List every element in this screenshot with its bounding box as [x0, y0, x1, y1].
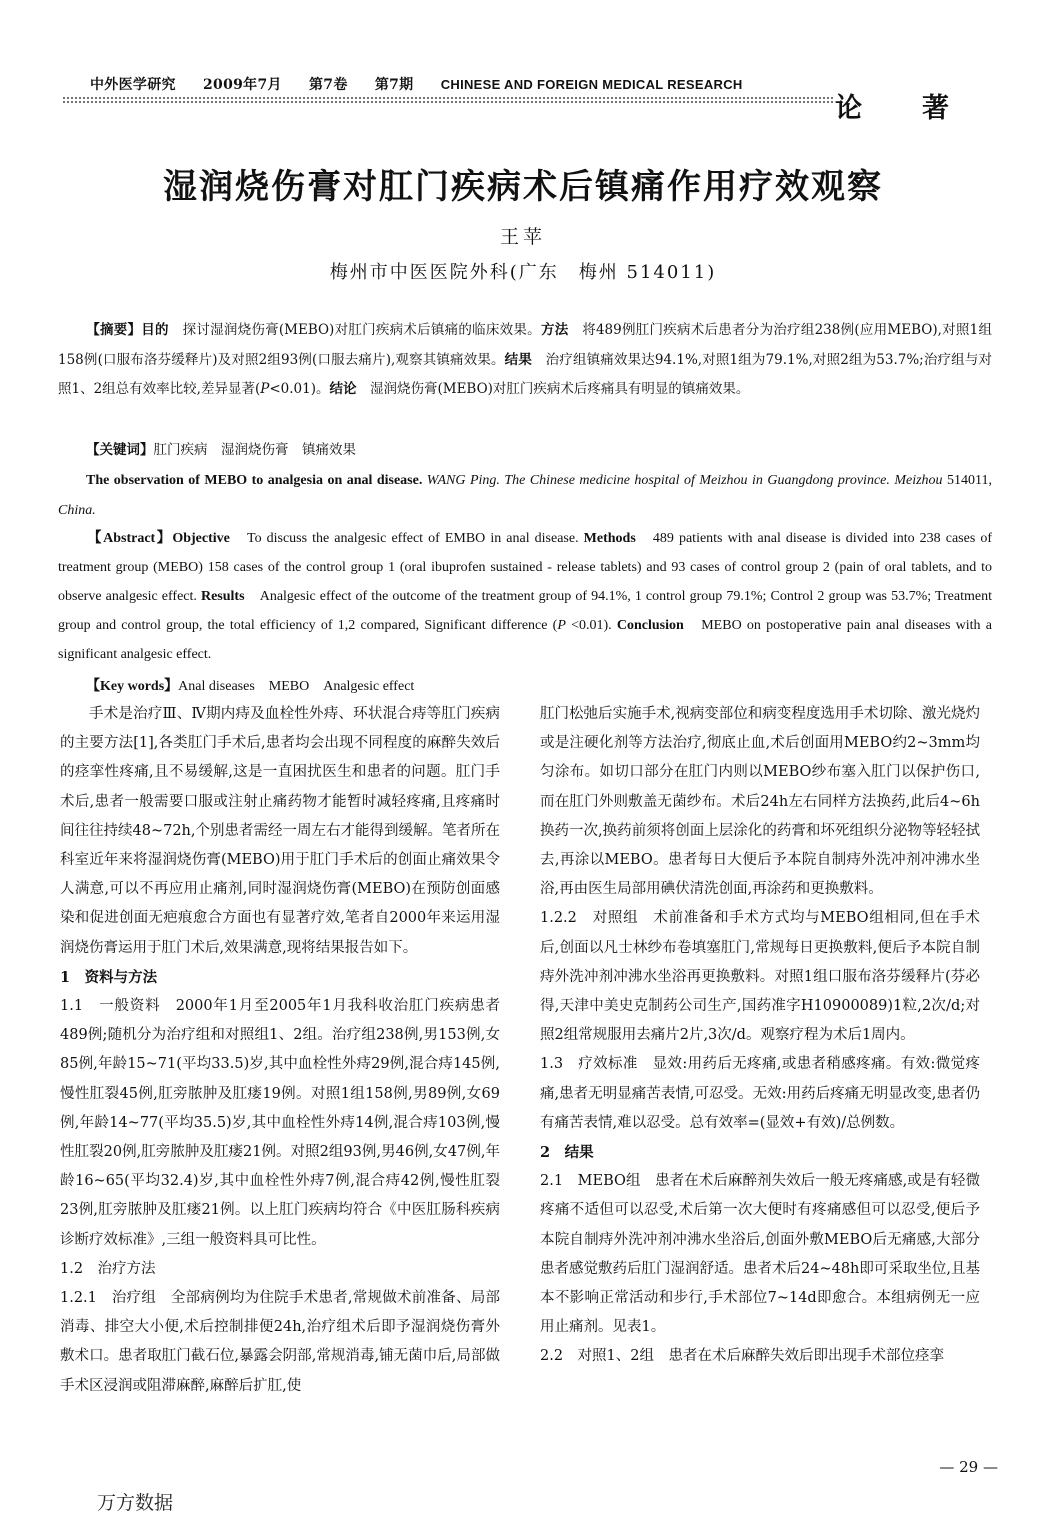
conclusion-text: 湿润烧伤膏(MEBO)对肛门疾病术后疼痛具有明显的镇痛效果。: [356, 381, 750, 397]
journal-name: 中外医学研究: [90, 77, 176, 93]
body-left-column: [60, 700, 500, 1401]
results-en-tail: <0.01).: [565, 618, 617, 633]
treatment-continued-paragraph: 肛门松弛后实施手术,视病变部位和病变程度选用手术切除、激光烧灼或是注硬化剂等方法治疗,彻底止血,术后创面用MEBO约2~3mm均匀涂布。如切口部分在肛门内则以MEBO纱布塞入肛门以保护伤口,而在肛门外则敷盖无菌纱布。术后24h左右同样方法换药,此后4~6h换药一次,换药前须将创面上层涂化的药膏和坏死组织分泌物等轻轻拭去,再涂以MEBO。患者每日大便后予本院自制痔外洗冲剂冲沸水坐浴,再由医生局部用碘伏清洗创面,再涂药和更换敷料。: [540, 706, 980, 898]
english-title: The observation of MEBO to analgesia on anal disease.: [86, 473, 423, 488]
results-tail: <0.01)。: [269, 381, 330, 397]
affiliation: 梅州市中医医院外科(广东 梅州 514011): [329, 262, 717, 283]
keywords-label: 【关键词】: [86, 442, 154, 458]
methods-label: 方法: [540, 322, 569, 338]
conclusion-en-text: MEBO on postoperative pain anal diseases with a significant analgesic effect.: [58, 618, 992, 662]
english-title-block: [58, 466, 992, 525]
article-title: 湿润烧伤膏对肛门疾病术后镇痛作用疗效观察: [163, 167, 883, 207]
author: 王苹: [499, 226, 546, 248]
watermark-text: 万方数据: [97, 1492, 174, 1514]
methods-en-label: Methods: [583, 531, 636, 546]
conclusion-label: 结论: [329, 381, 357, 397]
page-number: — 29 —: [939, 1458, 998, 1476]
keywords-text: 肛门疾病 湿润烧伤膏 镇痛效果: [153, 442, 356, 458]
methods-text: 将489例肛门疾病术后患者分为治疗组238例(应用MEBO),对照1组158例(口服布洛芬缓释片)及对照2组93例(口服去痛片),观察其镇痛效果。: [58, 322, 993, 368]
volume: 第7卷: [309, 77, 348, 93]
abstract-english: [58, 524, 992, 669]
p-symbol: P: [260, 381, 270, 397]
issue-date: 2009年7月: [203, 77, 282, 93]
english-authors: WANG Ping. The Chinese medicine hospital of Meizhou in Guangdong province. Meizhou: [422, 473, 943, 488]
methods-en-text: 489 patients with anal disease is divided into 238 cases of treatment group (MEBO) 158 cases of the control group 1 (oral ibuprofen sustained - release tablets) and 93 cases of control group 2 (pain of oral tablets, and to observe analgesic effect.: [58, 531, 992, 604]
issue: 第7期: [374, 77, 414, 93]
header-dotted-rule: [62, 96, 834, 104]
p-en-symbol: P: [557, 618, 566, 633]
section-heading-methods: 1 资料与方法: [60, 968, 158, 986]
objective-label: 目的: [141, 322, 169, 338]
objective-text: 探讨湿润烧伤膏(MEBO)对肛门疾病术后镇痛的临床效果。: [168, 322, 541, 338]
running-header: [90, 74, 810, 94]
keywords-en-label: 【Key words】: [86, 679, 179, 694]
abstract-en-label: 【Abstract】Objective: [86, 531, 230, 546]
general-data-paragraph: 1.1 一般资料 2000年1月至2005年1月我科收治肛门疾病患者489例;随机分为治疗组和对照组1、2组。治疗组238例,男153例,女85例,年龄15~71(平均33.5)岁,其中血栓性外痔29例,混合痔145例,慢性肛裂45例,肛旁脓肿及肛瘘19例。对照1组158例,男89例,女69例,年龄14~77(平均35.5)岁,其中血栓性外痔14例,混合痔103例,慢性肛裂20例,肛旁脓肿及肛瘘21例。对照2组93例,男46例,女47例,年龄16~65(平均32.4)岁,其中血栓性外痔7例,混合痔42例,慢性肛裂23例,肛旁脓肿及肛瘘21例。以上肛门疾病均符合《中医肛肠科疾病诊断疗效标准》,三组一般资料具可比性。: [60, 998, 500, 1248]
section-label: 论著: [835, 93, 1009, 124]
results-en-text: Analgesic effect of the outcome of the treatment group of 94.1%, 1 control group 79.1%; Control 2 group was 53.7%; Treatment group and control group, the total efficiency of 1,2 compared, Significant difference (: [58, 589, 992, 633]
keywords-english: [58, 672, 992, 702]
journal-english-name: CHINESE AND FOREIGN MEDICAL RESEARCH: [440, 77, 743, 92]
results-text: 治疗组镇痛效果达94.1%,对照1组为79.1%,对照2组为53.7%;治疗组与对照1、2组总有效率比较,差异显著(: [58, 351, 992, 397]
control-group-results-paragraph: 2.2 对照1、2组 患者在术后麻醉失效后即出现手术部位痉挛: [540, 1348, 945, 1365]
efficacy-criteria-paragraph: 1.3 疗效标准 显效:用药后无疼痛,或患者稍感疼痛。有效:微觉疼痛,患者无明显痛苦表情,可忍受。无效:用药后疼痛无明显改变,患者仍有痛苦表情,难以忍受。总有效率=(显效+有效)/总例数。: [540, 1056, 980, 1131]
results-en-label: Results: [200, 589, 245, 604]
english-postcode: 514011,: [942, 473, 993, 488]
keywords-chinese: [58, 436, 992, 466]
conclusion-en-label: Conclusion: [616, 618, 684, 633]
english-country: China.: [58, 502, 96, 518]
abstract-label: 【摘要】: [86, 322, 142, 338]
treatment-group-paragraph: 1.2.1 治疗组 全部病例均为住院手术患者,常规做术前准备、局部消毒、排空大小便,术后控制排便24h,治疗组术后即予湿润烧伤膏外敷术口。患者取肛门截石位,暴露会阴部,常规消毒,铺无菌巾后,局部做手术区浸润或阻滞麻醉,麻醉后扩肛,使: [60, 1290, 500, 1394]
intro-paragraph: 手术是治疗Ⅲ、Ⅳ期内痔及血栓性外痔、环状混合痔等肛门疾病的主要方法[1],各类肛门手术后,患者均会出现不同程度的麻醉失效后的痉挛性疼痛,且不易缓解,这是一直困扰医生和患者的问题。肛门手术后,患者一般需要口服或注射止痛药物才能暂时减轻疼痛,且疼痛时间往往持续48~72h,个别患者需经一周左右才能得到缓解。笔者所在科室近年来将湿润烧伤膏(MEBO)用于肛门手术后的创面止痛效果令人满意,可以不再应用止痛剂,同时湿润烧伤膏(MEBO)在预防创面感染和促进创面无疤痕愈合方面也有显著疗效,笔者自2000年来运用湿润烧伤膏运用于肛门术后,效果满意,现将结果报告如下。: [60, 706, 500, 956]
mebo-group-results-paragraph: 2.1 MEBO组 患者在术后麻醉剂失效后一般无疼痛感,或是有轻微疼痛不适但可以忍受,术后第一次大便时有疼痛感但可以忍受,便后予本院自制痔外洗冲剂冲沸水坐浴后,创面外敷MEBO后无痛感,大部分患者感觉敷药后肛门湿润舒适。患者术后24~48h即可采取坐位,且基本不影响正常活动和步行,手术部位7~14d即愈合。本组病例无一应用止痛剂。见表1。: [540, 1173, 980, 1336]
section-heading-results: 2 结果: [540, 1144, 594, 1162]
keywords-en-text: Anal diseases MEBO Analgesic effect: [178, 679, 415, 694]
results-label: 结果: [504, 351, 532, 368]
control-group-paragraph: 1.2.2 对照组 术前准备和手术方式均与MEBO组相同,但在手术后,创面以凡士林纱布卷填塞肛门,常规每日更换敷料,便后予本院自制痔外洗冲剂冲沸水坐浴再更换敷料。对照1组口服布洛芬缓释片(芬必得,天津中美史克制药公司生产,国药准字H10900089)1粒,2次/d;对照2组常规服用去痛片2片,3次/d。观察疗程为术后1周内。: [540, 910, 980, 1044]
abstract-chinese: [58, 316, 992, 405]
objective-en-text: To discuss the analgesic effect of EMBO in anal disease.: [229, 531, 584, 546]
body-right-column: [540, 700, 980, 1372]
treatment-methods-heading: 1.2 治疗方法: [60, 1260, 156, 1277]
